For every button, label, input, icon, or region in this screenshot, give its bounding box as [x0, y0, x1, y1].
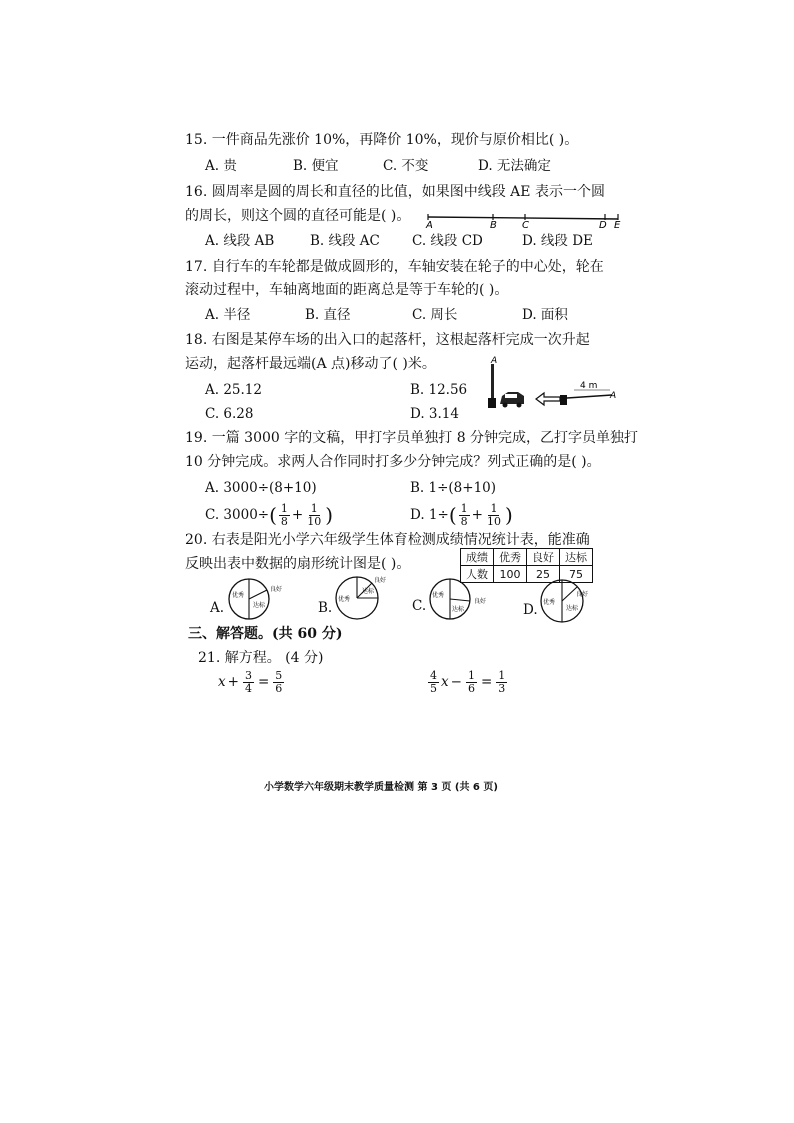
table-header-cell: 达标: [560, 549, 593, 566]
fraction-four-fifths: $\frac{4}{5}$: [430, 668, 437, 695]
q16-line2: 的周长，则这个圆的直径可能是( )。: [185, 208, 411, 224]
pie-a-pass-label: 达标: [253, 602, 266, 609]
q17-option-d: D. 面积: [522, 307, 568, 323]
pie-d-good-label: 良好: [576, 591, 589, 598]
fraction-one-sixth: $\frac{1}{6}$: [467, 668, 475, 695]
q15-stem: 15. 一件商品先涨价 10%，再降价 10%，现价与原价相比( )。: [185, 132, 579, 148]
q16-option-c: C. 线段 CD: [412, 233, 483, 249]
q17-line2: 滚动过程中，车轴离地面的距离总是等于车轮的( )。: [185, 282, 509, 298]
q16-option-a: A. 线段 AB: [205, 233, 275, 249]
pie-a-good-label: 良好: [270, 586, 283, 593]
q20-pie-a: [224, 577, 284, 621]
q15-option-a: A. 贵: [205, 158, 237, 174]
q17-line1: 17. 自行车的车轮都是做成圆形的，车轴安装在轮子的中心处，轮在: [185, 259, 604, 275]
pie-c-excellent-label: 优秀: [432, 592, 445, 599]
q18-option-a: A. 25.12: [205, 382, 262, 398]
fraction-three-quarters: $\frac{3}{4}$: [244, 668, 252, 695]
q20-option-a-label: A.: [210, 600, 225, 616]
q20-option-d-label: D.: [523, 602, 538, 618]
fraction-five-sixths: $\frac{5}{6}$: [275, 668, 283, 695]
pie-d-pass-label: 达标: [566, 605, 579, 612]
table-cell: 25: [527, 566, 560, 583]
fraction-one-eighth: $\frac{1}{8}$: [460, 501, 468, 528]
fraction-one-eighth: $\frac{1}{8}$: [280, 501, 288, 528]
q19-d-prefix: D. 1÷: [410, 507, 449, 523]
q19-c-prefix: C. 3000÷: [205, 507, 270, 523]
lowered-arm: [567, 395, 612, 398]
segment-ae-line: [428, 217, 618, 219]
q17-option-b: B. 直径: [305, 307, 351, 323]
point-d-label: D: [599, 220, 607, 230]
q20-pie-b: [332, 575, 392, 621]
q20-pie-c: [426, 577, 496, 621]
q20-line2: 反映出表中数据的扇形统计图是( )。: [185, 556, 411, 572]
page-footer: 小学数学六年级期末教学质量检测 第 3 页 (共 6 页): [264, 782, 498, 793]
q17-option-a: A. 半径: [205, 307, 251, 323]
point-a-label: A: [426, 220, 433, 230]
q18-option-d: D. 3.14: [410, 406, 459, 422]
q20-line1: 20. 右表是阳光小学六年级学生体育检测成绩情况统计表，能准确: [185, 532, 590, 548]
q18-option-b: B. 12.56: [410, 382, 468, 398]
q21-equation-1: x + $\frac{3}{4}$ = $\frac{5}{6}$: [218, 668, 283, 695]
table-cell: 100: [494, 566, 527, 583]
q19-option-d: D. 1÷ ( $\frac{1}{8}$ + $\frac{1}{10}$ ): [410, 501, 513, 528]
q19-option-a: A. 3000÷(8+10): [205, 480, 317, 496]
point-c-label: C: [522, 220, 529, 230]
table-row: [461, 549, 593, 566]
arm-base: [488, 398, 496, 408]
pie-d-excellent-label: 优秀: [543, 599, 556, 606]
arm-length-label: 4 m: [580, 381, 598, 391]
table-header-cell: 优秀: [494, 549, 527, 566]
q15-option-d: D. 无法确定: [478, 158, 551, 174]
pie-b-excellent-label: 优秀: [338, 596, 351, 603]
q15-option-b: B. 便宜: [293, 158, 339, 174]
fraction-one-third: $\frac{1}{3}$: [498, 668, 506, 695]
q18-line1: 18. 右图是某停车场的出入口的起落杆，这根起落杆完成一次升起: [185, 332, 590, 348]
car-icon: [500, 392, 524, 408]
arrow-left-icon: [536, 393, 560, 405]
q18-barrier-figure: [484, 354, 620, 416]
pie-a-excellent-label: 优秀: [232, 592, 245, 599]
q19-option-b: B. 1÷(8+10): [410, 480, 497, 496]
q15-option-c: C. 不变: [383, 158, 429, 174]
q16-option-d: D. 线段 DE: [522, 233, 593, 249]
pie-b-pass-label: 达标: [362, 588, 375, 595]
q20-option-b-label: B.: [318, 600, 333, 616]
pie-c-pass-label: 达标: [452, 606, 465, 613]
q16-line1: 16. 圆周率是圆的周长和直径的比值，如果图中线段 AE 表示一个圆: [185, 184, 605, 200]
fraction-one-tenth: $\frac{1}{10}$: [486, 501, 501, 528]
point-b-label: B: [490, 220, 497, 230]
table-header-cell: 成绩: [461, 549, 494, 566]
pie-b-good-label: 良好: [374, 577, 387, 584]
q21-stem: 21. 解方程。 (4 分): [198, 650, 324, 666]
q16-option-b: B. 线段 AC: [310, 233, 380, 249]
section-3-title: 三、解答题。(共 60 分): [188, 626, 343, 642]
pie-c-good-label: 良好: [474, 598, 487, 605]
q20-pie-d: [538, 578, 598, 624]
lowered-arm-base: [560, 395, 567, 405]
q18-line2: 运动，起落杆最远端(A 点)移动了( )米。: [185, 356, 436, 372]
lowered-arm-point-label: A: [610, 391, 617, 401]
q19-option-c: C. 3000÷ ( $\frac{1}{8}$ + $\frac{1}{10}$ ): [205, 501, 334, 528]
table-cell: 75: [560, 566, 593, 583]
fraction-one-tenth: $\frac{1}{10}$: [307, 501, 322, 528]
raised-arm-point-label: A: [491, 356, 498, 366]
q17-option-c: C. 周长: [412, 307, 458, 323]
q19-line2: 10 分钟完成。求两人合作同时打多少分钟完成？列式正确的是( )。: [185, 454, 601, 470]
q20-option-c-label: C.: [412, 598, 427, 614]
q16-segment-figure: [425, 206, 625, 230]
point-e-label: E: [614, 220, 621, 230]
table-header-cell: 良好: [527, 549, 560, 566]
q19-line1: 19. 一篇 3000 字的文稿，甲打字员单独打 8 分钟完成，乙打字员单独打: [185, 430, 639, 446]
q21-equation-2: $\frac{4}{5}$ x − $\frac{1}{6}$ = $\frac{1}{3}$: [430, 668, 506, 695]
table-cell: 人数: [461, 566, 494, 583]
q18-option-c: C. 6.28: [205, 406, 254, 422]
